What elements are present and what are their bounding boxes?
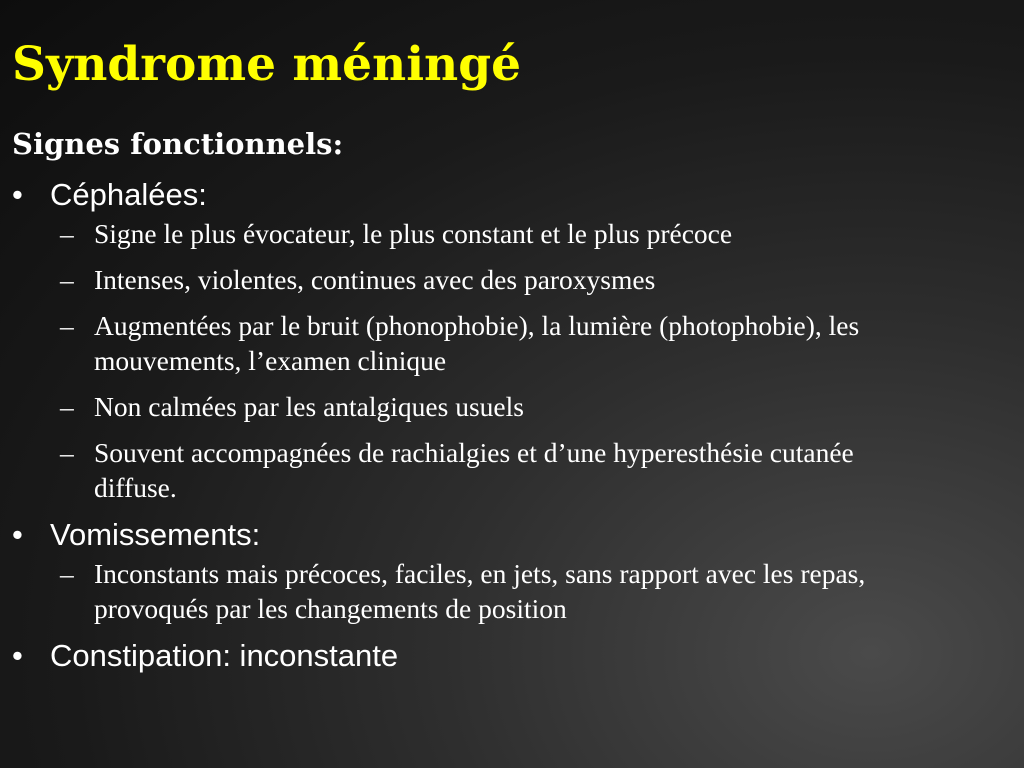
bullet-line — [0, 516, 1024, 554]
sub-bullet-text: Signe le plus évocateur, le plus constant et le plus précoce — [94, 218, 733, 249]
bullet-item — [0, 176, 1024, 505]
sub-bullet-text: Augmentées par le bruit (phonophobie), la lumière (photophobie), les mouvements, l’examen clinique — [94, 310, 860, 376]
sub-bullet-item — [0, 389, 920, 424]
dash-marker: – — [60, 310, 74, 341]
sub-bullet-list — [0, 216, 1024, 505]
sub-bullet-list — [0, 556, 1024, 626]
bullet-text: Vomissements: — [50, 517, 261, 552]
slide-title: Syndrome méningé — [12, 37, 521, 92]
sub-bullet-item — [0, 262, 920, 297]
sub-bullet-text: Inconstants mais précoces, faciles, en jets, sans rapport avec les repas, provoqués par les changements de position — [94, 558, 866, 624]
sub-bullet-text: Non calmées par les antalgiques usuels — [94, 391, 524, 422]
sub-bullet-text: Intenses, violentes, continues avec des paroxysmes — [94, 264, 656, 295]
bullet-item — [0, 637, 1024, 675]
sub-bullet-item — [0, 556, 920, 626]
section-subheading: Signes fonctionnels: — [12, 127, 344, 161]
sub-bullet-item — [0, 435, 920, 505]
bullet-marker: • — [12, 177, 23, 212]
dash-marker: – — [60, 558, 74, 589]
bullet-item — [0, 516, 1024, 626]
bullet-line — [0, 637, 1024, 675]
dash-marker: – — [60, 218, 74, 249]
bullet-line — [0, 176, 1024, 214]
sub-bullet-text: Souvent accompagnées de rachialgies et d’une hyperesthésie cutanée diffuse. — [94, 437, 854, 503]
dash-marker: – — [60, 437, 74, 468]
bullet-text: Céphalées: — [50, 177, 207, 212]
dash-marker: – — [60, 391, 74, 422]
sub-bullet-item — [0, 216, 920, 251]
bullet-text: Constipation: inconstante — [50, 638, 399, 673]
bullet-list — [0, 176, 1024, 677]
bullet-marker: • — [12, 517, 23, 552]
bullet-marker: • — [12, 638, 23, 673]
sub-bullet-item — [0, 308, 920, 378]
dash-marker: – — [60, 264, 74, 295]
